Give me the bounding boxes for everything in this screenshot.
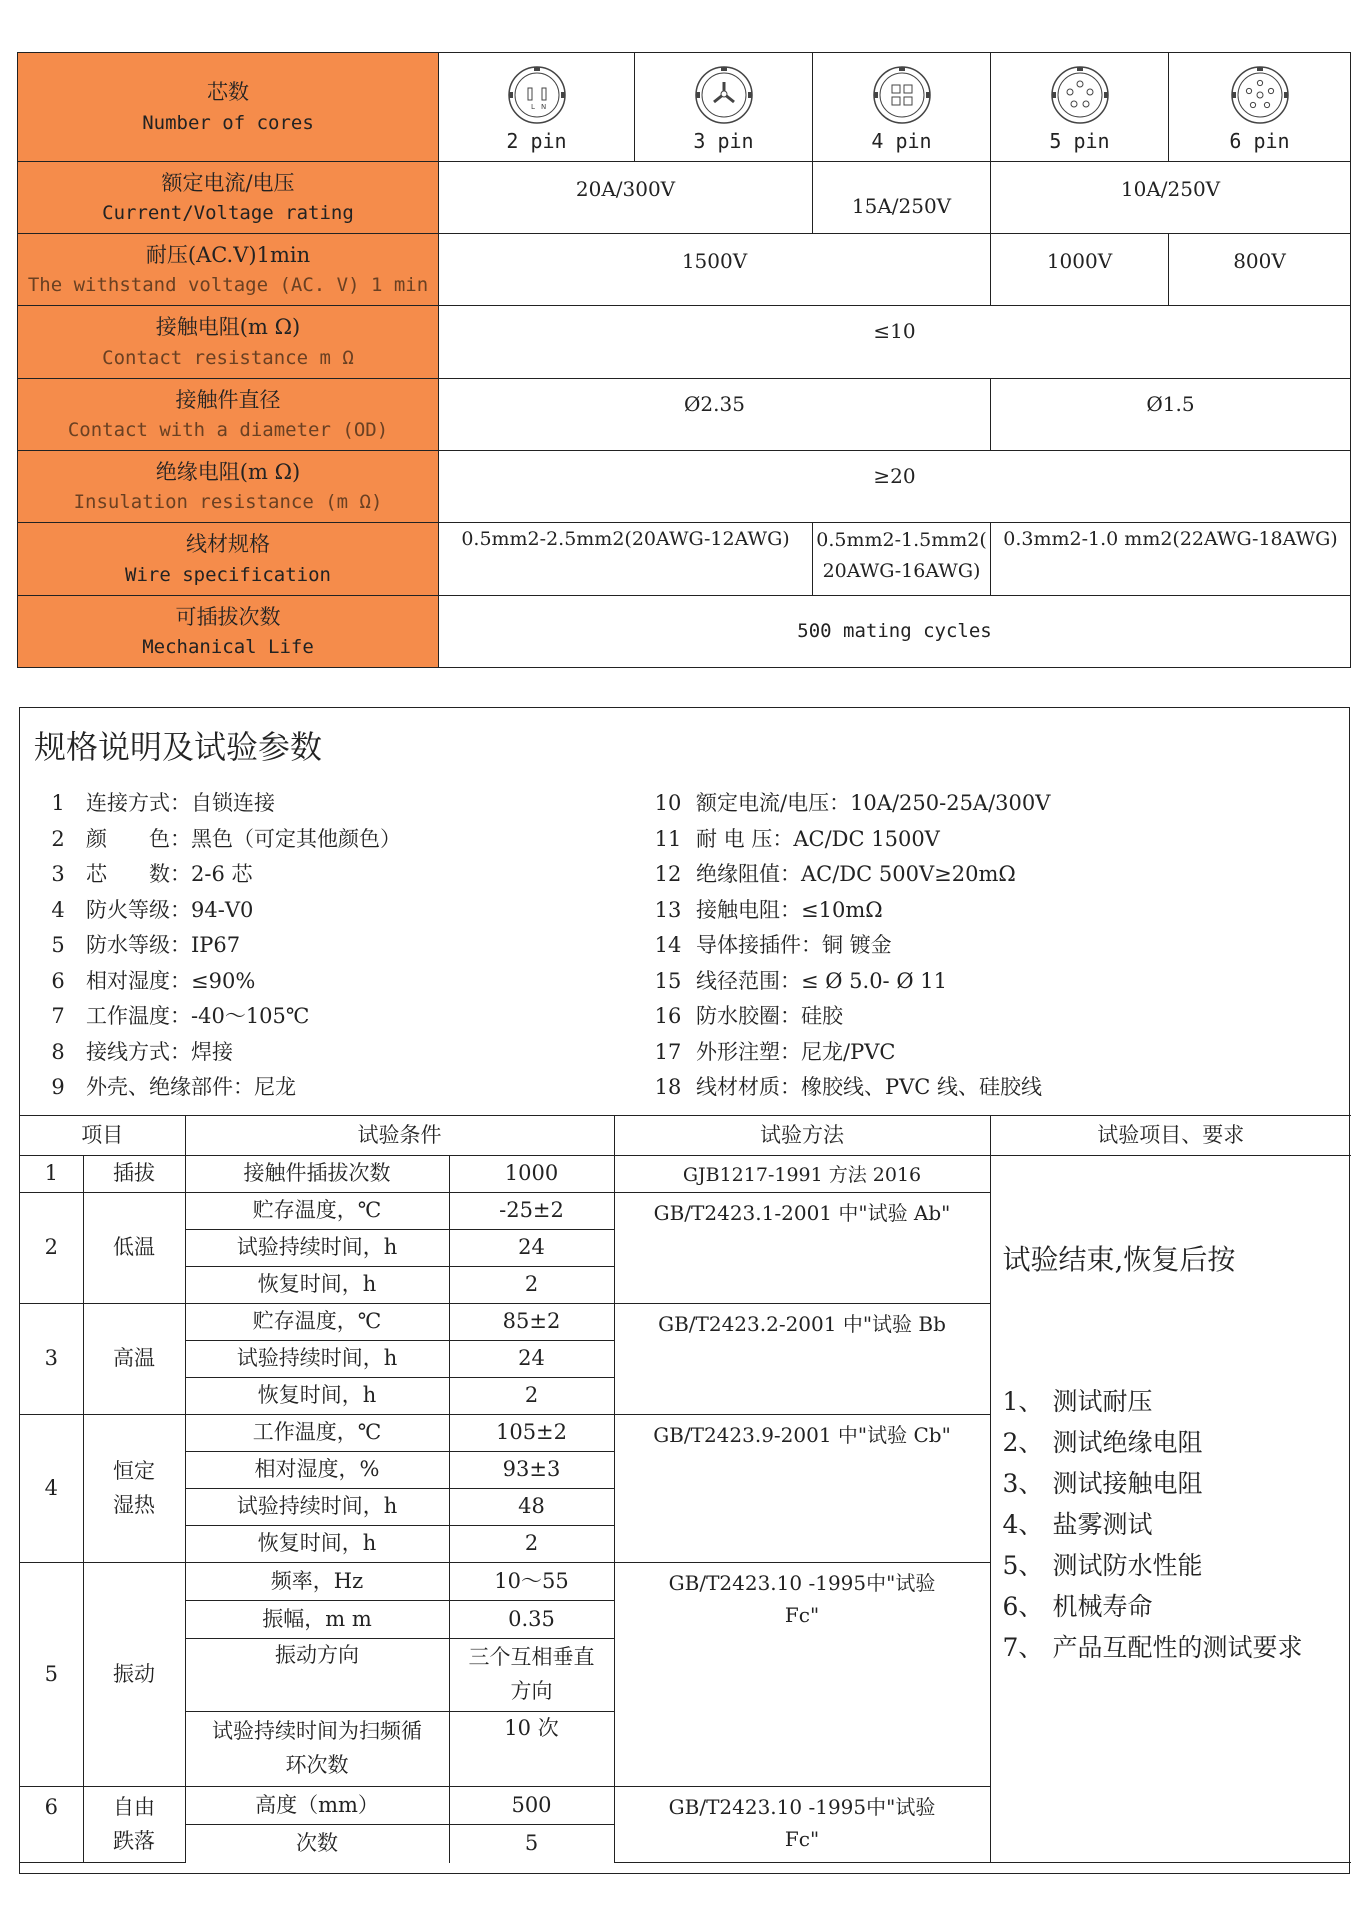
- test-table: [20, 1115, 1351, 1863]
- spec-item: [30, 1070, 401, 1106]
- wire-header: [18, 523, 439, 596]
- pin-cell-4: [813, 53, 991, 162]
- requirement-title: 试验结束,恢复后按: [1002, 1243, 1236, 1276]
- spec-text: 外形注塑：尼龙/PVC: [696, 1039, 896, 1064]
- spec-item: [30, 893, 401, 929]
- pin-cell-6: [1169, 53, 1351, 162]
- list-item: [1003, 1586, 1352, 1627]
- test-value: 93±3: [449, 1452, 614, 1489]
- wire-value-3: 0.3mm2-1.0 mm2(22AWG-18AWG): [991, 523, 1351, 596]
- list-item: [1003, 1381, 1352, 1422]
- spec-num: 14: [654, 933, 682, 957]
- test-name: 高温: [83, 1304, 185, 1415]
- section-title: 规格说明及试验参数: [34, 728, 323, 766]
- current-voltage-value-1: 20A/300V: [439, 162, 813, 234]
- spec-num: 2: [51, 826, 65, 851]
- test-num: 1: [20, 1156, 83, 1193]
- contact-diameter-value-2: Ø1.5: [991, 379, 1351, 451]
- test-value: 0.35: [449, 1601, 614, 1639]
- list-num: 5、: [1002, 1550, 1044, 1580]
- test-value: 85±2: [449, 1304, 614, 1341]
- pin-label-2: 2 pin: [506, 129, 567, 153]
- spec-text: 绝缘阻值：AC/DC 500V≥20mΩ: [696, 862, 1016, 886]
- connector-4pin-icon: [869, 62, 935, 128]
- spec-item: [30, 1035, 401, 1071]
- svg-text:L: L: [530, 103, 535, 111]
- test-condition: 贮存温度，℃: [185, 1304, 449, 1341]
- spec-text: 颜 色：黑色（可定其他颜色）: [86, 826, 401, 851]
- list-text: 机械寿命: [1052, 1591, 1153, 1621]
- test-method: GJB1217-1991 方法 2016: [614, 1156, 990, 1193]
- list-num: 4、: [1002, 1509, 1044, 1539]
- withstand-row: [18, 234, 1351, 306]
- spec-item: [640, 1035, 1050, 1071]
- test-value: 2: [449, 1526, 614, 1563]
- test-value: 5: [449, 1825, 614, 1863]
- spec-num: 1: [51, 791, 65, 815]
- spec-num: 7: [51, 1004, 65, 1028]
- list-item: [1003, 1463, 1352, 1504]
- mech-life-header: [18, 596, 439, 668]
- current-voltage-row: [18, 162, 1351, 234]
- spec-item: [640, 928, 1050, 964]
- spec-num: 16: [654, 1004, 682, 1028]
- spec-text: 线径范围：≤ Ø 5.0- Ø 11: [696, 968, 947, 993]
- connector-5pin-icon: [1047, 62, 1113, 128]
- spec-item: [30, 999, 401, 1035]
- list-item: [1003, 1422, 1352, 1463]
- wire-value-2-line2: 20AWG-16AWG): [822, 560, 981, 583]
- test-value: 105±2: [449, 1415, 614, 1452]
- list-text: 测试防水性能: [1052, 1550, 1203, 1580]
- insulation-header: [18, 451, 439, 523]
- test-num: 5: [20, 1563, 83, 1787]
- spec-num: 3: [51, 862, 65, 886]
- test-name: 插拔: [83, 1156, 185, 1193]
- test-num: 3: [20, 1304, 83, 1415]
- pin-label-4: 4 pin: [871, 129, 932, 153]
- cores-row: [18, 53, 1351, 162]
- test-value: 10～55: [449, 1563, 614, 1601]
- insulation-en: Insulation resistance (m Ω): [73, 491, 383, 514]
- header-condition: 试验条件: [185, 1116, 614, 1156]
- test-method: GB/T2423.2-2001 中"试验 Bb: [614, 1304, 990, 1415]
- wire-zh: 线材规格: [186, 532, 270, 556]
- contact-resistance-row: [18, 306, 1351, 379]
- list-text: 测试接触电阻: [1052, 1468, 1203, 1498]
- spec-text: 防火等级：94-V0: [86, 897, 254, 922]
- spec-item: [30, 928, 401, 964]
- wire-en: Wire specification: [125, 563, 331, 586]
- list-item: [1003, 1545, 1352, 1586]
- requirement-list: [1003, 1381, 1352, 1668]
- list-text: 产品互配性的测试要求: [1052, 1632, 1303, 1662]
- spec-table: [17, 52, 1351, 668]
- test-condition: 试验持续时间为扫频循环次数: [185, 1712, 449, 1787]
- test-num: 6: [20, 1787, 83, 1863]
- spec-num: 5: [51, 933, 65, 957]
- test-condition: 试验持续时间，h: [185, 1489, 449, 1526]
- contact-diameter-row: [18, 379, 1351, 451]
- list-num: 2、: [1002, 1427, 1044, 1457]
- test-value: 2: [449, 1267, 614, 1304]
- test-condition: 试验持续时间，h: [185, 1230, 449, 1267]
- withstand-header: [18, 234, 439, 306]
- spec-text: 接线方式：焊接: [86, 1039, 233, 1064]
- table-row: [20, 1156, 1351, 1193]
- insulation-zh: 绝缘电阻(m Ω): [155, 459, 301, 484]
- wire-row: [18, 523, 1351, 596]
- withstand-zh: 耐压(AC.V)1min: [145, 242, 311, 267]
- cores-en: Number of cores: [142, 111, 314, 134]
- spec-num: 15: [654, 968, 682, 993]
- test-name: 自由跌落: [83, 1787, 185, 1863]
- spec-item: [30, 964, 401, 1000]
- cores-zh: 芯数: [207, 80, 249, 104]
- spec-num: 10: [654, 791, 682, 815]
- list-num: 3、: [1002, 1468, 1044, 1498]
- spec-item: [640, 964, 1050, 1000]
- spec-num: 17: [654, 1039, 682, 1064]
- spec-text: 外壳、绝缘部件：尼龙: [86, 1075, 296, 1099]
- current-voltage-en: Current/Voltage rating: [102, 202, 354, 225]
- spec-text: 耐 电 压：AC/DC 1500V: [696, 826, 940, 851]
- test-condition: 接触件插拔次数: [185, 1156, 449, 1193]
- contact-resistance-zh: 接触电阻(m Ω): [155, 315, 301, 339]
- spec-text: 连接方式：自锁连接: [86, 791, 275, 815]
- test-name: 恒定湿热: [83, 1415, 185, 1563]
- pin-label-6: 6 pin: [1229, 129, 1290, 153]
- wire-value-2: [813, 523, 991, 596]
- svg-text:N: N: [540, 103, 546, 111]
- test-value: 1000: [449, 1156, 614, 1193]
- test-value: -25±2: [449, 1193, 614, 1230]
- test-condition: 恢复时间，h: [185, 1526, 449, 1563]
- list-num: 7、: [1002, 1632, 1044, 1662]
- wire-value-1: 0.5mm2-2.5mm2(20AWG-12AWG): [439, 523, 813, 596]
- test-condition: 高度（mm）: [185, 1787, 449, 1825]
- current-voltage-zh: 额定电流/电压: [161, 170, 295, 195]
- test-num: 4: [20, 1415, 83, 1563]
- spec-item: [640, 857, 1050, 893]
- spec-item: [640, 822, 1050, 858]
- spec-text: 芯 数：2-6 芯: [86, 862, 253, 886]
- cores-header: [18, 53, 439, 162]
- test-condition: 频率，Hz: [185, 1563, 449, 1601]
- pin-cell-3: [635, 53, 813, 162]
- current-voltage-value-2: 15A/250V: [813, 162, 991, 234]
- spec-list-left: [30, 786, 401, 1106]
- contact-diameter-en: Contact with a diameter (OD): [67, 419, 389, 442]
- spec-text: 工作温度：-40～105℃: [86, 1004, 310, 1028]
- withstand-en: The withstand voltage (AC. V) 1 min: [27, 274, 429, 297]
- header-method: 试验方法: [614, 1116, 990, 1156]
- spec-item: [30, 786, 401, 822]
- test-condition: 次数: [185, 1825, 449, 1863]
- mech-life-row: [18, 596, 1351, 668]
- header-requirement: 试验项目、要求: [990, 1116, 1351, 1156]
- spec-num: 6: [51, 968, 65, 993]
- mech-life-zh: 可插拔次数: [175, 604, 281, 629]
- pin-cell-5: [991, 53, 1169, 162]
- test-condition: 相对湿度，%: [185, 1452, 449, 1489]
- current-voltage-value-3: 10A/250V: [991, 162, 1351, 234]
- test-value: 48: [449, 1489, 614, 1526]
- spec-text: 接触电阻：≤10mΩ: [696, 897, 883, 922]
- insulation-row: [18, 451, 1351, 523]
- mech-life-en: Mechanical Life: [142, 636, 314, 659]
- spec-text: 额定电流/电压：10A/250-25A/300V: [696, 791, 1051, 815]
- list-item: [1003, 1504, 1352, 1545]
- test-condition: 恢复时间，h: [185, 1267, 449, 1304]
- pin-label-3: 3 pin: [693, 129, 754, 153]
- spec-test-section: [19, 707, 1350, 1874]
- spec-item: [30, 822, 401, 858]
- test-method: GB/T2423.9-2001 中"试验 Cb": [614, 1415, 990, 1563]
- spec-text: 导体接插件：铜 镀金: [696, 933, 892, 957]
- list-text: 测试绝缘电阻: [1052, 1427, 1203, 1457]
- pin-label-5: 5 pin: [1049, 129, 1110, 153]
- list-item: [1003, 1627, 1352, 1668]
- test-method: GB/T2423.10 -1995中"试验 Fc": [614, 1563, 990, 1787]
- spec-text: 线材材质：橡胶线、PVC 线、硅胶线: [696, 1075, 1043, 1099]
- spec-item: [640, 893, 1050, 929]
- spec-text: 防水胶圈：硅胶: [696, 1004, 843, 1028]
- spec-list-right: [640, 786, 1050, 1106]
- connector-2pin-icon: [504, 62, 570, 128]
- test-name: 低温: [83, 1193, 185, 1304]
- connector-3pin-icon: [691, 62, 757, 128]
- contact-diameter-header: [18, 379, 439, 451]
- current-voltage-header: [18, 162, 439, 234]
- spec-num: 8: [51, 1039, 65, 1064]
- spec-item: [640, 1070, 1050, 1106]
- test-condition: 振幅，m m: [185, 1601, 449, 1639]
- test-name: 振动: [83, 1563, 185, 1787]
- test-num: 2: [20, 1193, 83, 1304]
- test-condition: 贮存温度，℃: [185, 1193, 449, 1230]
- contact-resistance-header: [18, 306, 439, 379]
- test-condition: 工作温度，℃: [185, 1415, 449, 1452]
- spec-num: 11: [654, 826, 682, 851]
- test-condition: 试验持续时间，h: [185, 1341, 449, 1378]
- header-item: 项目: [20, 1116, 185, 1156]
- spec-text: 防水等级：IP67: [86, 933, 241, 957]
- test-value: 三个互相垂直方向: [449, 1639, 614, 1712]
- test-value: 24: [449, 1230, 614, 1267]
- test-condition: 振动方向: [185, 1639, 449, 1712]
- mech-life-value: 500 mating cycles: [439, 596, 1351, 668]
- insulation-value: ≥20: [439, 451, 1351, 523]
- withstand-value-3: 800V: [1169, 234, 1351, 306]
- test-header-row: [20, 1116, 1351, 1156]
- test-value: 2: [449, 1378, 614, 1415]
- list-text: 测试耐压: [1052, 1386, 1153, 1416]
- pin-cell-2: [439, 53, 635, 162]
- wire-value-2-line1: 0.5mm2-1.5mm2(: [816, 529, 987, 551]
- withstand-value-2: 1000V: [991, 234, 1169, 306]
- spec-text: 相对湿度：≤90%: [86, 968, 256, 993]
- spec-num: 9: [51, 1075, 65, 1099]
- contact-resistance-en: Contact resistance m Ω: [102, 346, 354, 369]
- withstand-value-1: 1500V: [439, 234, 991, 306]
- spec-num: 12: [654, 862, 682, 886]
- test-value: 10 次: [449, 1712, 614, 1787]
- contact-diameter-value-1: Ø2.35: [439, 379, 991, 451]
- contact-diameter-zh: 接触件直径: [175, 387, 281, 412]
- test-value: 24: [449, 1341, 614, 1378]
- contact-resistance-value: ≤10: [439, 306, 1351, 379]
- connector-6pin-icon: [1227, 62, 1293, 128]
- spec-item: [30, 857, 401, 893]
- requirement-cell: [990, 1156, 1351, 1863]
- spec-num: 13: [654, 897, 682, 922]
- test-condition: 恢复时间，h: [185, 1378, 449, 1415]
- spec-num: 4: [51, 897, 65, 922]
- spec-item: [640, 786, 1050, 822]
- test-method: GB/T2423.1-2001 中"试验 Ab": [614, 1193, 990, 1304]
- test-method: GB/T2423.10 -1995中"试验 Fc": [614, 1787, 990, 1863]
- spec-num: 18: [654, 1075, 682, 1099]
- list-num: 1、: [1002, 1386, 1044, 1416]
- spec-item: [640, 999, 1050, 1035]
- list-num: 6、: [1002, 1591, 1044, 1621]
- list-text: 盐雾测试: [1052, 1509, 1153, 1539]
- test-value: 500: [449, 1787, 614, 1825]
